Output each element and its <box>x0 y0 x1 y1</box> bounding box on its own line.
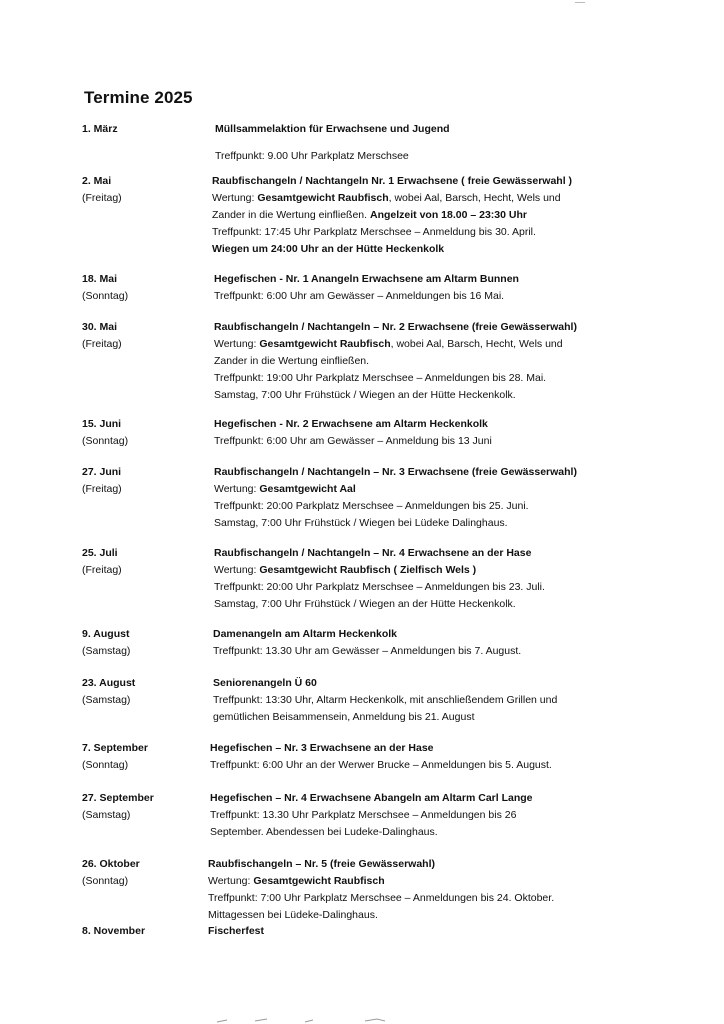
event-line: Samstag, 7:00 Uhr Frühstück / Wiegen an der Hütte Heckenkolk. <box>214 389 516 401</box>
event-line: Treffpunkt: 6:00 Uhr am Gewässer – Anmeldung bis 13 Juni <box>214 435 492 447</box>
event-date: 1. März <box>82 123 118 135</box>
event-heading: Hegefischen - Nr. 1 Anangeln Erwachsene am Altarm Bunnen <box>214 273 519 285</box>
event-details <box>208 923 618 940</box>
event-heading: Hegefischen – Nr. 4 Erwachsene Abangeln am Altarm Carl Lange <box>210 792 533 804</box>
event-details <box>208 856 628 924</box>
event-line: Treffpunkt: 7:00 Uhr Parkplatz Merschsee – Anmeldungen bis 24. Oktober. <box>208 892 555 904</box>
event-line: Treffpunkt: 19:00 Uhr Parkplatz Merschsee – Anmeldungen bis 28. Mai. <box>214 372 547 384</box>
event-line: Treffpunkt: 6:00 Uhr an der Werwer Brucke – Anmeldungen bis 5. August. <box>210 759 552 771</box>
event-line: Treffpunkt: 17:45 Uhr Parkplatz Merschsee – Anmeldung bis 30. April. <box>212 226 536 238</box>
event-line: Zander in die Wertung einfließen. <box>214 355 370 367</box>
event-date: 7. September <box>82 742 148 754</box>
event-line: gemütlichen Beisammensein, Anmeldung bis 21. August <box>213 711 475 723</box>
event-details <box>215 121 625 165</box>
event-date: 30. Mai <box>82 321 118 333</box>
event-date-block <box>82 416 207 450</box>
event-scoring-line: Wertung: Gesamtgewicht Raubfisch, wobei Aal, Barsch, Hecht, Wels und <box>212 192 561 204</box>
event-heading: Raubfischangeln / Nachtangeln – Nr. 3 Erwachsene (freie Gewässerwahl) <box>214 466 577 478</box>
event-date-block <box>82 464 207 498</box>
event-weekday: (Samstag) <box>82 809 131 821</box>
scan-artifact <box>215 1016 415 1024</box>
event-weekday: (Freitag) <box>82 338 122 350</box>
event-line: Treffpunkt: 6:00 Uhr am Gewässer – Anmeldungen bis 16 Mai. <box>214 290 505 302</box>
event-date-block <box>82 856 207 890</box>
event-weekday: (Samstag) <box>82 694 131 706</box>
event-weekday: (Sonntag) <box>82 875 129 887</box>
event-heading: Raubfischangeln – Nr. 5 (freie Gewässerwahl) <box>208 858 435 870</box>
event-weekday: (Samstag) <box>82 645 131 657</box>
event-heading: Fischerfest <box>208 925 265 937</box>
event-line: September. Abendessen bei Ludeke-Dalinghaus. <box>210 826 438 838</box>
event-date-block <box>82 790 207 824</box>
event-date-block <box>82 319 207 353</box>
event-heading: Raubfischangeln / Nachtangeln Nr. 1 Erwachsene ( freie Gewässerwahl ) <box>212 175 573 187</box>
event-details <box>214 271 624 305</box>
event-line: Treffpunkt: 13.30 Uhr am Gewässer – Anmeldungen bis 7. August. <box>213 645 522 657</box>
event-date-block <box>82 271 207 305</box>
event-line: Samstag, 7:00 Uhr Frühstück / Wiegen bei Lüdeke Dalinghaus. <box>214 517 508 529</box>
event-weekday: (Freitag) <box>82 483 122 495</box>
event-line: Treffpunkt: 20:00 Uhr Parkplatz Merschsee – Anmeldungen bis 23. Juli. <box>214 581 545 593</box>
event-line: Zander in die Wertung einfließen. Angelzeit von 18.00 – 23:30 Uhr <box>212 209 527 221</box>
event-date: 26. Oktober <box>82 858 140 870</box>
event-details <box>213 626 623 660</box>
event-line: Wiegen um 24:00 Uhr an der Hütte Heckenkolk <box>212 243 445 255</box>
event-heading: Raubfischangeln / Nachtangeln – Nr. 4 Erwachsene an der Hase <box>214 547 532 559</box>
event-date-block <box>82 626 207 660</box>
event-scoring-line: Wertung: Gesamtgewicht Raubfisch, wobei Aal, Barsch, Hecht, Wels und <box>214 338 563 350</box>
event-heading: Hegefischen – Nr. 3 Erwachsene an der Hase <box>210 742 434 754</box>
event-line: Samstag, 7:00 Uhr Frühstück / Wiegen an der Hütte Heckenkolk. <box>214 598 516 610</box>
event-heading: Seniorenangeln Ü 60 <box>213 677 317 689</box>
event-weekday: (Freitag) <box>82 564 122 576</box>
page-title: Termine 2025 <box>84 88 193 107</box>
event-heading: Damenangeln am Altarm Heckenkolk <box>213 628 398 640</box>
event-date-block <box>82 740 207 774</box>
event-scoring-line: Wertung: Gesamtgewicht Raubfisch <box>208 875 385 887</box>
event-details <box>210 740 620 774</box>
event-heading: Hegefischen - Nr. 2 Erwachsene am Altarm Heckenkolk <box>214 418 488 430</box>
event-date: 8. November <box>82 925 146 937</box>
event-details <box>210 790 620 841</box>
event-line: Treffpunkt: 20:00 Parkplatz Merschsee – Anmeldungen bis 25. Juni. <box>214 500 529 512</box>
event-line: Treffpunkt: 9.00 Uhr Parkplatz Merschsee <box>215 150 409 162</box>
event-date: 25. Juli <box>82 547 118 559</box>
event-date-block <box>82 173 207 207</box>
event-date: 9. August <box>82 628 130 640</box>
event-date: 27. Juni <box>82 466 122 478</box>
event-details <box>214 416 624 450</box>
event-weekday: (Sonntag) <box>82 435 129 447</box>
event-date: 18. Mai <box>82 273 118 285</box>
event-date: 15. Juni <box>82 418 122 430</box>
event-date-block <box>82 121 207 138</box>
event-details <box>213 675 623 726</box>
event-weekday: (Freitag) <box>82 192 122 204</box>
event-line: Treffpunkt: 13.30 Uhr Parkplatz Merschsee – Anmeldungen bis 26 <box>210 809 517 821</box>
event-date: 23. August <box>82 677 136 689</box>
event-date-block <box>82 675 207 709</box>
event-weekday: (Sonntag) <box>82 290 129 302</box>
event-line: Mittagessen bei Lüdeke-Dalinghaus. <box>208 909 378 921</box>
event-details <box>214 464 624 532</box>
event-weekday: (Sonntag) <box>82 759 129 771</box>
event-scoring-line: Wertung: Gesamtgewicht Aal <box>214 483 356 495</box>
event-details <box>214 319 624 404</box>
event-date: 2. Mai <box>82 175 112 187</box>
event-date: 27. September <box>82 792 154 804</box>
event-line: Treffpunkt: 13:30 Uhr, Altarm Heckenkolk, mit anschließendem Grillen und <box>213 694 558 706</box>
event-details <box>212 173 622 258</box>
event-date-block <box>82 545 207 579</box>
event-heading: Müllsammelaktion für Erwachsene und Jugend <box>215 123 450 135</box>
event-heading: Raubfischangeln / Nachtangeln – Nr. 2 Erwachsene (freie Gewässerwahl) <box>214 321 577 333</box>
scan-mark <box>575 0 585 3</box>
event-details <box>214 545 624 613</box>
event-scoring-line: Wertung: Gesamtgewicht Raubfisch ( Zielfisch Wels ) <box>214 564 477 576</box>
event-date-block <box>82 923 207 940</box>
